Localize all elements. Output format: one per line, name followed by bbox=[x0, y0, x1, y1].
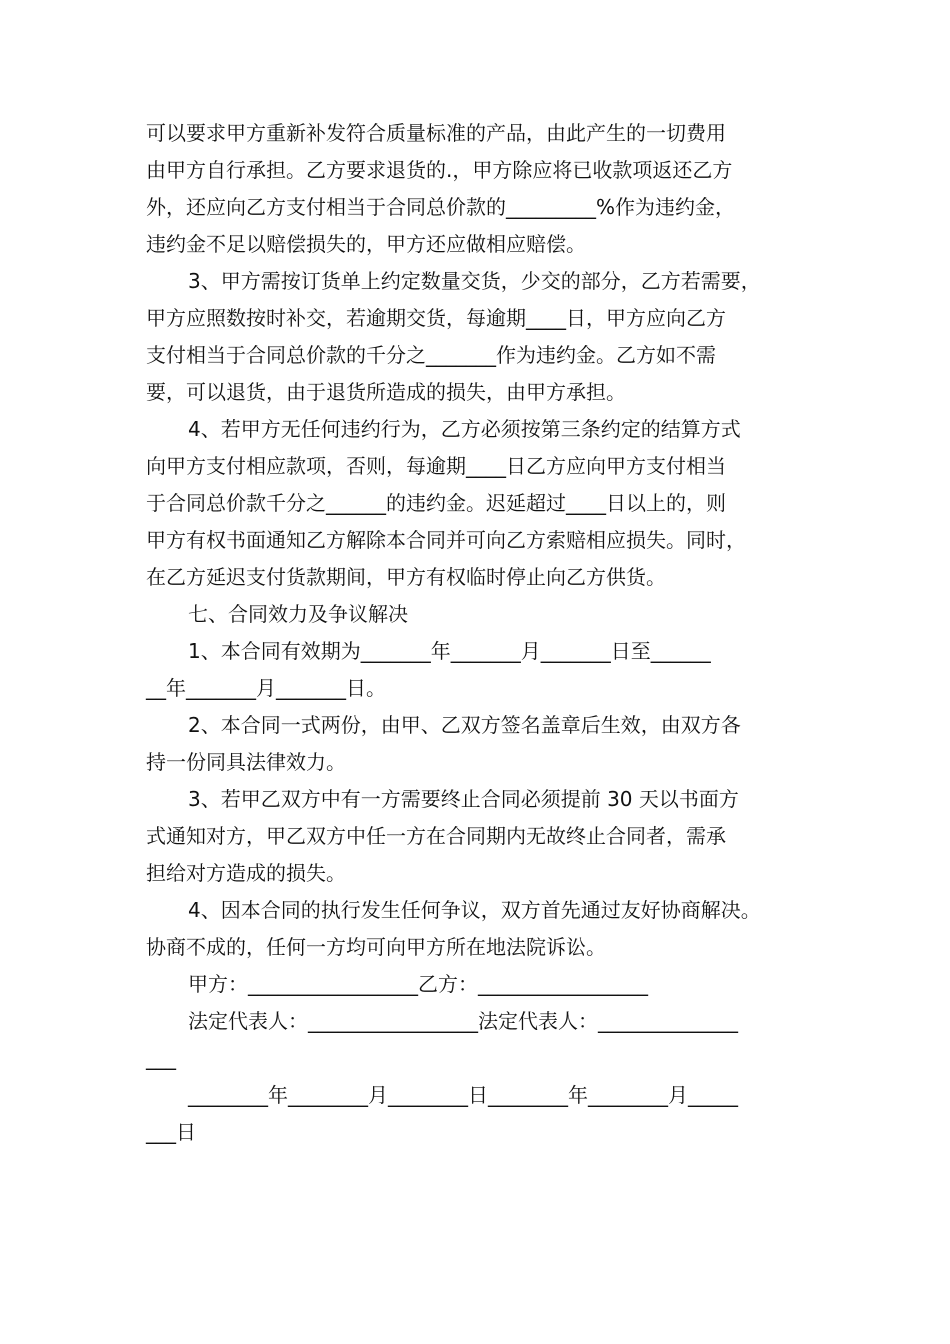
text-line: ___ bbox=[146, 1046, 176, 1070]
text-line: ___日 bbox=[146, 1120, 196, 1144]
text-line: 要，可以退货，由于退货所造成的损失，由甲方承担。 bbox=[146, 380, 626, 404]
text-line: 违约金不足以赔偿损失的，甲方还应做相应赔偿。 bbox=[146, 232, 586, 256]
text-line: 由甲方自行承担。乙方要求退货的.，甲方除应将已收款项返还乙方 bbox=[146, 158, 733, 182]
text-line: 3、甲方需按订货单上约定数量交货，少交的部分，乙方若需要， bbox=[188, 269, 761, 293]
text-line: 甲方应照数按时补交，若逾期交货，每逾期____日，甲方应向乙方 bbox=[146, 306, 726, 330]
text-line: 4、因本合同的执行发生任何争议，双方首先通过友好协商解决。 bbox=[188, 898, 761, 922]
text-line: 4、若甲方无任何违约行为，乙方必须按第三条约定的结算方式 bbox=[188, 417, 741, 441]
signature-line-parties: 甲方：_________________乙方：_________________ bbox=[188, 972, 648, 996]
text-line: 3、若甲乙双方中有一方需要终止合同必须提前 30 天以书面方 bbox=[188, 787, 739, 811]
text-line: 协商不成的，任何一方均可向甲方所在地法院诉讼。 bbox=[146, 935, 606, 959]
text-line: 于合同总价款千分之______的违约金。迟延超过____日以上的，则 bbox=[146, 491, 726, 515]
signature-line-dates: ________年________月________日________年________月_____ bbox=[188, 1083, 738, 1107]
text-line: 向甲方支付相应款项，否则，每逾期____日乙方应向甲方支付相当 bbox=[146, 454, 726, 478]
text-line: 甲方有权书面通知乙方解除本合同并可向乙方索赔相应损失。同时， bbox=[146, 528, 746, 552]
text-line: 在乙方延迟支付货款期间，甲方有权临时停止向乙方供货。 bbox=[146, 565, 666, 589]
text-line: 外，还应向乙方支付相当于合同总价款的_________%作为违约金， bbox=[146, 195, 736, 219]
text-line: 可以要求甲方重新补发符合质量标准的产品，由此产生的一切费用 bbox=[146, 121, 726, 145]
signature-line-representatives: 法定代表人：_________________法定代表人：______________ bbox=[188, 1009, 738, 1033]
text-line: 支付相当于合同总价款的千分之_______作为违约金。乙方如不需 bbox=[146, 343, 716, 367]
text-line: 2、本合同一式两份，由甲、乙双方签名盖章后生效，由双方各 bbox=[188, 713, 741, 737]
text-line: 担给对方造成的损失。 bbox=[146, 861, 346, 885]
text-line: 1、本合同有效期为_______年_______月_______日至______ bbox=[188, 639, 711, 663]
text-line: __年_______月_______日。 bbox=[146, 676, 386, 700]
text-line: 持一份同具法律效力。 bbox=[146, 750, 346, 774]
section-heading: 七、合同效力及争议解决 bbox=[188, 602, 408, 626]
text-line: 式通知对方，甲乙双方中任一方在合同期内无故终止合同者，需承 bbox=[146, 824, 726, 848]
